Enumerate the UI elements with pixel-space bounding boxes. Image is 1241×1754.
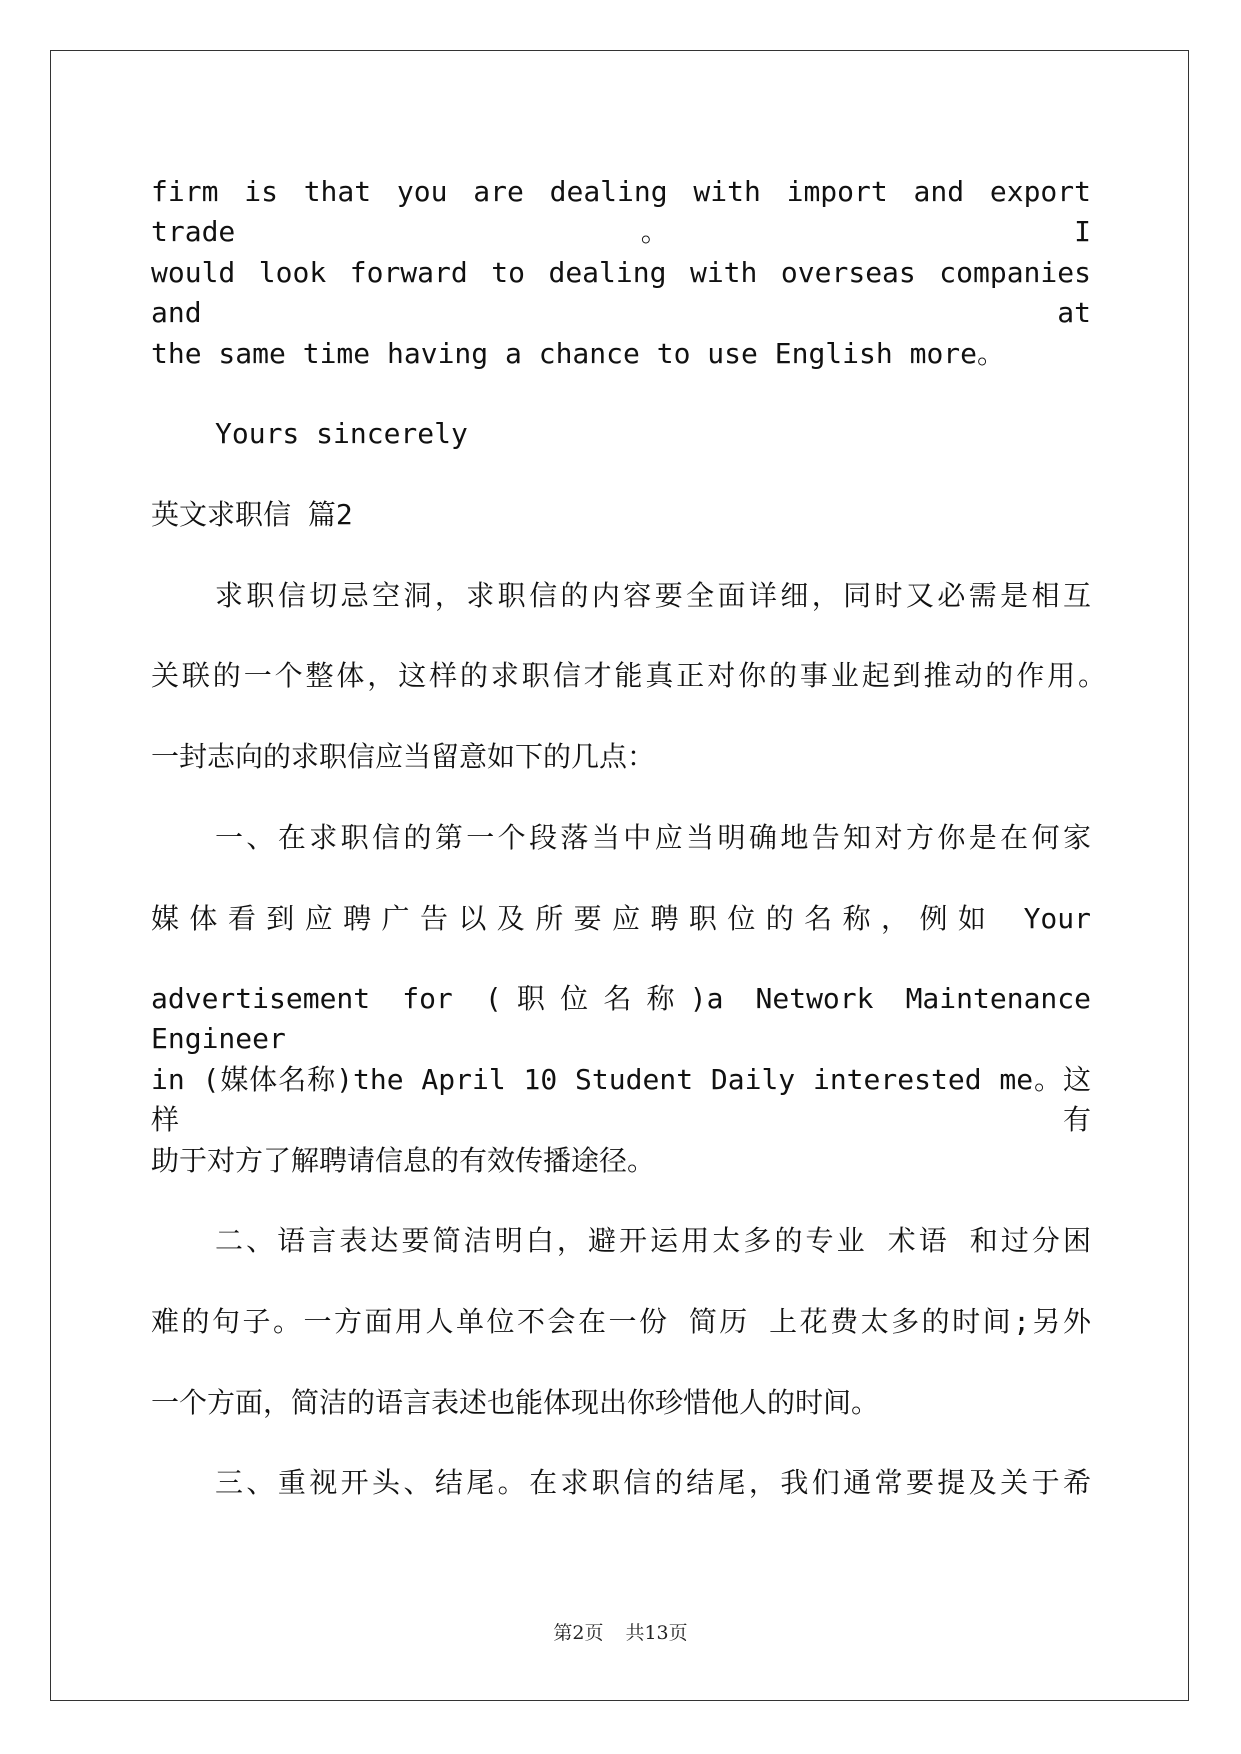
body-line: in (媒体名称)the April 10 Student Daily interested me。这样有 [151,1063,1091,1136]
page-footer [0,1618,1241,1645]
body-line: 助于对方了解聘请信息的有效传播途径。 [151,1144,656,1177]
body-line: 二、语言表达要简洁明白，避开运用太多的专业 术语 和过分困 [215,1224,1091,1257]
body-line: 难的句子。一方面用人单位不会在一份 简历 上花费太多的时间;另外 [151,1305,1091,1338]
closing-line: Yours sincerely [215,417,468,450]
body-line: would look forward to dealing with overseas companies and at [151,256,1091,329]
section-heading: 英文求职信 篇2 [151,498,353,531]
page-number: 第2页 [553,1622,604,1644]
body-line: firm is that you are dealing with import and export trade。I [151,175,1091,248]
body-line: 三、重视开头、结尾。在求职信的结尾，我们通常要提及关于希 [215,1466,1091,1499]
body-line: advertisement for (职位名称)a Network Maintenance Engineer [151,982,1091,1055]
body-line: 一个方面，简洁的语言表述也能体现出你珍惜他人的时间。 [151,1386,880,1419]
body-line: 一封志向的求职信应当留意如下的几点： [151,740,656,773]
body-line: 一、在求职信的第一个段落当中应当明确地告知对方你是在何家 [215,821,1091,854]
body-line: 媒体看到应聘广告以及所要应聘职位的名称，例如 Your [151,902,1091,935]
body-line: 求职信切忌空洞，求职信的内容要全面详细，同时又必需是相互 [215,579,1091,612]
body-line: the same time having a chance to use English more。 [151,337,1006,370]
body-line: 关联的一个整体，这样的求职信才能真正对你的事业起到推动的作用。 [151,659,1106,692]
page-total: 共13页 [625,1622,688,1644]
